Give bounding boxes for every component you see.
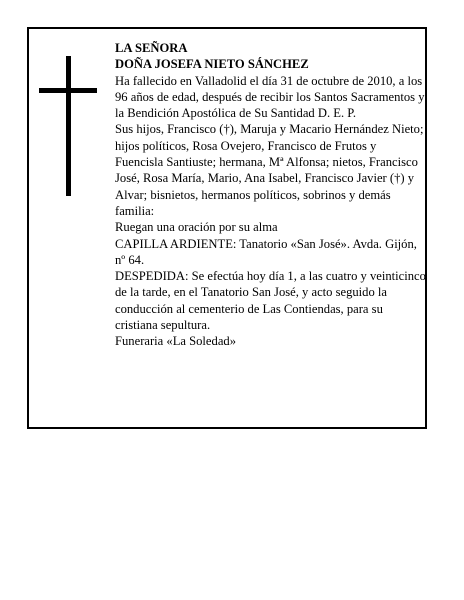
obituary-notice <box>27 27 427 429</box>
prayer-request: Ruegan una oración por su alma <box>115 220 278 235</box>
funeral-home: Funeraria «La Soledad» <box>115 334 236 349</box>
deceased-name: DOÑA JOSEFA NIETO SÁNCHEZ <box>115 57 309 72</box>
notice-title: LA SEÑORA <box>115 41 188 55</box>
notice-text <box>115 40 427 350</box>
cross-vertical-bar <box>66 56 71 196</box>
wake-location: CAPILLA ARDIENTE: Tanatorio «San José». Avda. Gijón, nº 64. <box>115 236 417 267</box>
cross-icon <box>39 56 97 196</box>
death-announcement: Ha fallecido en Valladolid el día 31 de octubre de 2010, a los 96 años de edad, después de recibir los Santos Sacramentos y la Bendición Apostólica de Su Santidad D. E. P. <box>115 73 425 121</box>
farewell-details: DESPEDIDA: Se efectúa hoy día 1, a las cuatro y veinticinco de la tarde, en el Tanatorio San José, y acto seguido la conducción al cementerio de Las Contiendas, para su cristiana sepultura. <box>115 269 426 333</box>
family-list: Sus hijos, Francisco (†), Maruja y Macario Hernández Nieto; hijos políticos, Rosa Ovejero, Francisco de Frutos y Fuencisla Santiuste; hermana, Mª Alfonsa; nietos, Francisco José, Rosa María, Mario, Ana Isabel, Francisco Javier (†) y Alvar; bisnietos, hermanos políticos, sobrinos y demás familia: <box>115 122 424 218</box>
cross-horizontal-bar <box>39 88 97 93</box>
